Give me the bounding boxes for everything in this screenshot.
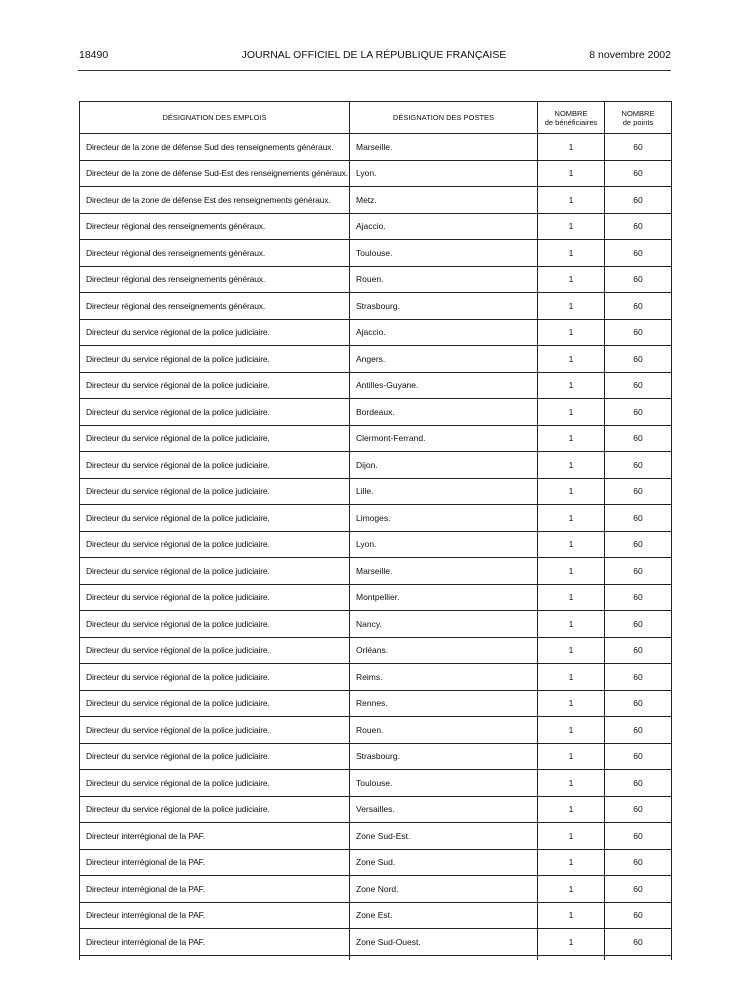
table-row (80, 293, 672, 320)
cell-poste: Ajaccio. (350, 319, 538, 346)
cell-emploi: Directeur du service régional de la police judiciaire. (80, 425, 350, 452)
cell-points: 60 (605, 558, 672, 585)
cell-poste: Reims. (350, 664, 538, 691)
cell-beneficiaires: 1 (538, 134, 605, 161)
cell-points: 60 (605, 743, 672, 770)
cell-emploi: Directeur de la zone de défense Est des renseignements généraux. (80, 187, 350, 214)
cell-poste: Rennes. (350, 690, 538, 717)
cell-points: 60 (605, 134, 672, 161)
cell-points: 60 (605, 213, 672, 240)
cell-points: 60 (605, 531, 672, 558)
table-row (80, 637, 672, 664)
table-row (80, 505, 672, 532)
cell-emploi: Directeur du service régional de la police judiciaire. (80, 637, 350, 664)
cell-emploi: Directeur du service régional de la police judiciaire. (80, 372, 350, 399)
cell-beneficiaires: 1 (538, 399, 605, 426)
cell-emploi: Directeur du service régional de la police judiciaire. (80, 558, 350, 585)
column-header-points-line1: NOMBRE (621, 108, 655, 118)
cell-poste: Zone Nord. (350, 876, 538, 903)
cell-emploi: Directeur du service régional de la police judiciaire. (80, 717, 350, 744)
cell-poste: Marseille. (350, 558, 538, 585)
cell-emploi: Directeur du service régional de la police judiciaire. (80, 319, 350, 346)
cell-beneficiaires: 1 (538, 637, 605, 664)
cell-poste: Lyon. (350, 160, 538, 187)
cell-points: 60 (605, 902, 672, 929)
cell-poste: Toulouse. (350, 770, 538, 797)
cell-beneficiaires: 1 (538, 558, 605, 585)
table-row (80, 213, 672, 240)
cell-beneficiaires: 1 (538, 584, 605, 611)
cell-beneficiaires: 1 (538, 796, 605, 823)
cell-poste: Dijon. (350, 452, 538, 479)
cell-points: 60 (605, 770, 672, 797)
table-row (80, 372, 672, 399)
cell-poste: Antilles-Guyane. (350, 372, 538, 399)
cell-poste: Bordeaux. (350, 399, 538, 426)
cell-beneficiaires: 1 (538, 213, 605, 240)
table-row (80, 399, 672, 426)
cell-poste: Zone Sud-Ouest. (350, 929, 538, 956)
table-row (80, 160, 672, 187)
cell-emploi: Directeur du service régional de la police judiciaire. (80, 690, 350, 717)
cell-poste: Orléans. (350, 637, 538, 664)
table-row (80, 902, 672, 929)
cell-poste: Versailles. (350, 796, 538, 823)
cell-beneficiaires: 1 (538, 770, 605, 797)
cell-points: 60 (605, 346, 672, 373)
cell-emploi: Directeur du service régional de la police judiciaire. (80, 478, 350, 505)
cell-emploi: Directeur du service régional de la police judiciaire. (80, 505, 350, 532)
cell-points: 60 (605, 425, 672, 452)
cell-poste: Lille. (350, 478, 538, 505)
cell-points: 60 (605, 929, 672, 956)
cell-emploi: Directeur régional des renseignements généraux. (80, 293, 350, 320)
table-row (80, 876, 672, 903)
cell-beneficiaires: 1 (538, 743, 605, 770)
cell-points: 60 (605, 796, 672, 823)
cell-points: 60 (605, 187, 672, 214)
header-rule (78, 70, 671, 71)
table-row (80, 690, 672, 717)
publication-date: 8 novembre 2002 (589, 49, 671, 61)
cell-points: 60 (605, 637, 672, 664)
cell-beneficiaires: 1 (538, 690, 605, 717)
continuation-cell (605, 955, 672, 960)
cell-beneficiaires: 1 (538, 823, 605, 850)
cell-beneficiaires: 1 (538, 531, 605, 558)
cell-emploi: Directeur du service régional de la police judiciaire. (80, 531, 350, 558)
cell-beneficiaires: 1 (538, 611, 605, 638)
column-header-beneficiaires (538, 102, 605, 134)
table-row (80, 266, 672, 293)
cell-emploi: Directeur régional des renseignements généraux. (80, 266, 350, 293)
cell-poste: Lyon. (350, 531, 538, 558)
cell-poste: Clermont-Ferrand. (350, 425, 538, 452)
cell-beneficiaires: 1 (538, 160, 605, 187)
cell-points: 60 (605, 266, 672, 293)
cell-poste: Strasbourg. (350, 293, 538, 320)
cell-emploi: Directeur interrégional de la PAF. (80, 876, 350, 903)
cell-points: 60 (605, 160, 672, 187)
table-row (80, 849, 672, 876)
cell-beneficiaires: 1 (538, 266, 605, 293)
column-header-emplois: DÉSIGNATION DES EMPLOIS (80, 102, 350, 134)
cell-poste: Marseille. (350, 134, 538, 161)
cell-points: 60 (605, 664, 672, 691)
cell-beneficiaires: 1 (538, 717, 605, 744)
cell-points: 60 (605, 849, 672, 876)
cell-emploi: Directeur du service régional de la police judiciaire. (80, 664, 350, 691)
cell-emploi: Directeur du service régional de la police judiciaire. (80, 584, 350, 611)
table-row (80, 478, 672, 505)
column-header-postes: DÉSIGNATION DES POSTES (350, 102, 538, 134)
table-row (80, 717, 672, 744)
table-continuation (80, 955, 672, 960)
table-header-row (80, 102, 672, 134)
cell-points: 60 (605, 690, 672, 717)
table-row (80, 452, 672, 479)
cell-beneficiaires: 1 (538, 425, 605, 452)
cell-beneficiaires: 1 (538, 372, 605, 399)
cell-emploi: Directeur de la zone de défense Sud des renseignements généraux. (80, 134, 350, 161)
table-row (80, 134, 672, 161)
cell-poste: Metz. (350, 187, 538, 214)
cell-beneficiaires: 1 (538, 187, 605, 214)
table-row (80, 929, 672, 956)
table-row (80, 664, 672, 691)
cell-beneficiaires: 1 (538, 849, 605, 876)
cell-points: 60 (605, 372, 672, 399)
cell-beneficiaires: 1 (538, 452, 605, 479)
cell-emploi: Directeur du service régional de la police judiciaire. (80, 770, 350, 797)
cell-beneficiaires: 1 (538, 346, 605, 373)
posts-table (79, 101, 672, 960)
cell-points: 60 (605, 611, 672, 638)
cell-beneficiaires: 1 (538, 293, 605, 320)
cell-emploi: Directeur interrégional de la PAF. (80, 902, 350, 929)
table-row (80, 743, 672, 770)
table-row (80, 319, 672, 346)
table-row (80, 346, 672, 373)
cell-beneficiaires: 1 (538, 664, 605, 691)
table-row (80, 611, 672, 638)
table-row (80, 770, 672, 797)
cell-beneficiaires: 1 (538, 876, 605, 903)
cell-emploi: Directeur du service régional de la police judiciaire. (80, 452, 350, 479)
cell-poste: Zone Est. (350, 902, 538, 929)
cell-poste: Montpellier. (350, 584, 538, 611)
cell-emploi: Directeur du service régional de la police judiciaire. (80, 611, 350, 638)
table-row (80, 558, 672, 585)
cell-points: 60 (605, 717, 672, 744)
cell-emploi: Directeur du service régional de la police judiciaire. (80, 399, 350, 426)
cell-poste: Zone Sud-Est. (350, 823, 538, 850)
cell-beneficiaires: 1 (538, 505, 605, 532)
table-row (80, 425, 672, 452)
cell-beneficiaires: 1 (538, 902, 605, 929)
continuation-cell (538, 955, 605, 960)
cell-poste: Rouen. (350, 266, 538, 293)
cell-points: 60 (605, 876, 672, 903)
table-row (80, 240, 672, 267)
cell-points: 60 (605, 319, 672, 346)
cell-poste: Toulouse. (350, 240, 538, 267)
cell-points: 60 (605, 584, 672, 611)
table-row (80, 796, 672, 823)
cell-points: 60 (605, 452, 672, 479)
page-number: 18490 (79, 49, 109, 61)
column-header-points (605, 102, 672, 134)
cell-poste: Angers. (350, 346, 538, 373)
cell-points: 60 (605, 399, 672, 426)
cell-emploi: Directeur de la zone de défense Sud-Est des renseignements généraux. (80, 160, 350, 187)
cell-points: 60 (605, 240, 672, 267)
cell-points: 60 (605, 823, 672, 850)
cell-emploi: Directeur du service régional de la police judiciaire. (80, 796, 350, 823)
continuation-cell (80, 955, 350, 960)
cell-beneficiaires: 1 (538, 240, 605, 267)
table-row (80, 531, 672, 558)
column-header-points-line2: de points (622, 117, 654, 127)
cell-poste: Strasbourg. (350, 743, 538, 770)
cell-emploi: Directeur interrégional de la PAF. (80, 849, 350, 876)
cell-beneficiaires: 1 (538, 478, 605, 505)
cell-emploi: Directeur du service régional de la police judiciaire. (80, 346, 350, 373)
cell-emploi: Directeur du service régional de la police judiciaire. (80, 743, 350, 770)
table-row (80, 823, 672, 850)
continuation-cell (350, 955, 538, 960)
table-row (80, 187, 672, 214)
table-row (80, 584, 672, 611)
cell-poste: Rouen. (350, 717, 538, 744)
cell-poste: Nancy. (350, 611, 538, 638)
cell-points: 60 (605, 293, 672, 320)
cell-beneficiaires: 1 (538, 929, 605, 956)
cell-beneficiaires: 1 (538, 319, 605, 346)
journal-title: JOURNAL OFFICIEL DE LA RÉPUBLIQUE FRANÇAISE (241, 49, 507, 61)
cell-poste: Limoges. (350, 505, 538, 532)
cell-points: 60 (605, 505, 672, 532)
cell-poste: Ajaccio. (350, 213, 538, 240)
cell-emploi: Directeur régional des renseignements généraux. (80, 213, 350, 240)
cell-emploi: Directeur régional des renseignements généraux. (80, 240, 350, 267)
cell-emploi: Directeur interrégional de la PAF. (80, 823, 350, 850)
cell-emploi: Directeur interrégional de la PAF. (80, 929, 350, 956)
cell-poste: Zone Sud. (350, 849, 538, 876)
column-header-beneficiaires-line1: NOMBRE (554, 108, 588, 118)
column-header-beneficiaires-line2: de bénéficiaires (544, 117, 598, 127)
cell-points: 60 (605, 478, 672, 505)
